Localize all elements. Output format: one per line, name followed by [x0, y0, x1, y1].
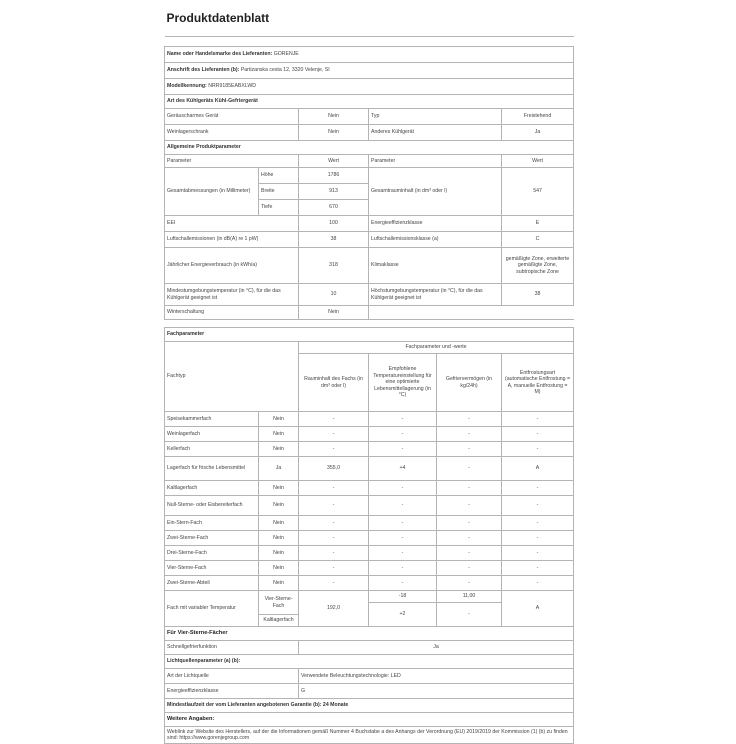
compartment-freeze: - — [437, 457, 502, 481]
compartment-name: Speisekammerfach — [165, 412, 259, 427]
volume-col-header: Rauminhalt des Fachs (in dm³ oder l) — [299, 354, 369, 412]
compartment-temp: - — [369, 412, 437, 427]
climate-class-label: Klimaklasse — [369, 248, 502, 284]
variable-sub1-label: Vier-Sterne-Fach — [259, 591, 299, 615]
total-volume-label: Gesamtrauminhalt (in dm³ oder l) — [369, 168, 502, 216]
compartment-row — [165, 516, 574, 531]
compartment-present: Nein — [259, 546, 299, 561]
compartment-row — [165, 546, 574, 561]
compartment-name: Null-Sterne- oder Eisbereiterfach — [165, 496, 259, 516]
variable-defrost: A — [502, 591, 574, 627]
compartment-volume: 355,0 — [299, 457, 369, 481]
supplier-address-row — [165, 63, 574, 79]
light-heading: Lichtquellenparameter (a) (b): — [165, 655, 574, 669]
compartment-temp: - — [369, 496, 437, 516]
annual-energy-value: 318 — [299, 248, 369, 284]
depth-value: 670 — [299, 200, 369, 216]
compartment-volume: - — [299, 561, 369, 576]
compartment-name: Kaltlagerfach — [165, 481, 259, 496]
compartment-temp: - — [369, 561, 437, 576]
eei-value: 100 — [299, 216, 369, 232]
noise-class-value: C — [502, 232, 574, 248]
compartment-temp: - — [369, 576, 437, 591]
compartment-defrost: - — [502, 442, 574, 457]
compartment-row — [165, 457, 574, 481]
variable-freeze1: 11,00 — [437, 591, 502, 603]
compartment-defrost: - — [502, 561, 574, 576]
total-volume-value: 547 — [502, 168, 574, 216]
winter-setting-value: Nein — [299, 306, 369, 320]
compartment-volume: - — [299, 531, 369, 546]
annual-energy-label: Jährlicher Energieverbrauch (in kWh/a) — [165, 248, 299, 284]
compartment-present: Nein — [259, 561, 299, 576]
compartment-volume: - — [299, 427, 369, 442]
compartment-row — [165, 531, 574, 546]
compartment-present: Nein — [259, 442, 299, 457]
compartment-freeze: - — [437, 561, 502, 576]
compartment-name: Weinlagerfach — [165, 427, 259, 442]
other-appliance-label: Anderes Kühlgerät — [369, 125, 502, 141]
light-class-label: Energieeffizienzklasse — [165, 684, 299, 699]
compartment-group-header: Fachparameter und -werte — [299, 342, 574, 354]
variable-volume: 192,0 — [299, 591, 369, 627]
compartment-row — [165, 496, 574, 516]
light-class-value: G — [299, 684, 574, 699]
compartment-volume: - — [299, 546, 369, 561]
compartment-present: Nein — [259, 516, 299, 531]
type-value: Freistehend — [502, 109, 574, 125]
further-info-text: Weblink zur Website des Herstellers, auf der die Informationen gemäß Nummer 4 Buchstabe a des Anhangs der Verordnung (EU) 2019/2019 der Kommission (1) (b) zu finden sind: https://www.gorenjegroup.com — [165, 727, 574, 744]
product-data-sheet — [164, 0, 573, 741]
compartment-temp: - — [369, 427, 437, 442]
compartment-volume: - — [299, 442, 369, 457]
compartment-name: Lagerfach für frische Lebensmittel — [165, 457, 259, 481]
compartment-volume: - — [299, 412, 369, 427]
compartment-present: Ja — [259, 457, 299, 481]
eei-label: EEI — [165, 216, 299, 232]
compartment-type-header: Fachtyp — [165, 342, 299, 412]
compartment-defrost: - — [502, 531, 574, 546]
param-header-left: Parameter — [165, 155, 299, 168]
param-header-right: Parameter — [369, 155, 502, 168]
compartment-row — [165, 576, 574, 591]
energy-class-value: E — [502, 216, 574, 232]
variable-freeze2: - — [437, 603, 502, 627]
further-info-heading: Weitere Angaben: — [165, 713, 574, 727]
compartment-name: Drei-Sterne-Fach — [165, 546, 259, 561]
compartment-defrost: - — [502, 496, 574, 516]
compartment-present: Nein — [259, 496, 299, 516]
dimensions-label: Gesamtabmessungen (in Millimeter) — [165, 168, 259, 216]
value-header-right: Wert — [502, 155, 574, 168]
wine-cabinet-label: Weinlagerschrank — [165, 125, 299, 141]
compartment-row — [165, 561, 574, 576]
width-value: 913 — [299, 184, 369, 200]
noise-emission-label: Luftschallemissionen (in dB(A) re 1 pW) — [165, 232, 299, 248]
compartment-defrost: - — [502, 412, 574, 427]
compartments-heading: Fachparameter — [165, 328, 574, 342]
compartment-freeze: - — [437, 516, 502, 531]
noise-class-label: Luftschallemissionsklasse (a) — [369, 232, 502, 248]
compartment-defrost: - — [502, 516, 574, 531]
light-type-label: Art der Lichtquelle — [165, 669, 299, 684]
quick-freeze-value: Ja — [299, 641, 574, 655]
compartment-row — [165, 442, 574, 457]
page-title: Produktdatenblatt — [165, 0, 574, 37]
compartment-temp: - — [369, 481, 437, 496]
quick-freeze-label: Schnellgefrierfunktion — [165, 641, 299, 655]
compartment-defrost: - — [502, 546, 574, 561]
variable-sub2-label: Kaltlagerfach — [259, 615, 299, 627]
compartment-row — [165, 427, 574, 442]
compartment-temp: - — [369, 442, 437, 457]
compartment-defrost: - — [502, 481, 574, 496]
height-value: 1786 — [299, 168, 369, 184]
type-label: Typ — [369, 109, 502, 125]
min-ambient-temp-label: Mindestumgebungstemperatur (in °C), für die das Kühlgerät geeignet ist — [165, 284, 299, 306]
compartment-name: Ein-Stern-Fach — [165, 516, 259, 531]
defrost-col-header: Entfrostungsart (automatische Entfrostung = A, manuelle Entfrostung = M) — [502, 354, 574, 412]
compartment-volume: - — [299, 576, 369, 591]
supplier-name-value: GORENJE — [273, 51, 299, 58]
compartment-defrost: - — [502, 576, 574, 591]
compartment-defrost: A — [502, 457, 574, 481]
compartment-temp: +4 — [369, 457, 437, 481]
compartment-freeze: - — [437, 546, 502, 561]
compartment-present: Nein — [259, 576, 299, 591]
compartment-freeze: - — [437, 481, 502, 496]
value-header-left: Wert — [299, 155, 369, 168]
freeze-col-header: Gefriervermögen (in kg/24h) — [437, 354, 502, 412]
compartment-present: Nein — [259, 412, 299, 427]
compartment-defrost: - — [502, 427, 574, 442]
compartment-freeze: - — [437, 427, 502, 442]
compartment-freeze: - — [437, 442, 502, 457]
compartment-volume: - — [299, 516, 369, 531]
low-noise-label: Geräuscharmes Gerät — [165, 109, 299, 125]
model-row — [165, 79, 574, 95]
four-star-heading: Für Vier-Sterne-Fächer — [165, 627, 574, 641]
compartment-present: Nein — [259, 427, 299, 442]
compartment-freeze: - — [437, 576, 502, 591]
supplier-address-label: Anschrift des Lieferanten (b): — [167, 67, 240, 74]
wine-cabinet-value: Nein — [299, 125, 369, 141]
supplier-address-value: Partizanska cesta 12, 3320 Velenje, SI — [240, 67, 330, 74]
compartment-row — [165, 412, 574, 427]
other-appliance-value: Ja — [502, 125, 574, 141]
model-value: NRR9185EABXLWD — [208, 83, 256, 90]
depth-label: Tiefe — [259, 200, 299, 216]
height-label: Höhe — [259, 168, 299, 184]
compartment-present: Nein — [259, 481, 299, 496]
compartment-freeze: - — [437, 531, 502, 546]
energy-class-label: Energieeffizienzklasse — [369, 216, 502, 232]
appliance-type-heading: Art des Kühlgeräts Kühl-Gefriergerät — [165, 95, 574, 109]
compartment-volume: - — [299, 481, 369, 496]
max-ambient-temp-value: 38 — [502, 284, 574, 306]
compartment-freeze: - — [437, 496, 502, 516]
temp-col-header: Empfohlene Temperatureinstellung für eine optimierte Lebensmittellagerung (in °C) — [369, 354, 437, 412]
supplier-name-row — [165, 47, 574, 63]
compartment-present: Nein — [259, 531, 299, 546]
compartment-name: Kellerfach — [165, 442, 259, 457]
data-sheet-table — [164, 0, 574, 744]
compartment-temp: - — [369, 546, 437, 561]
noise-emission-value: 38 — [299, 232, 369, 248]
compartment-name: Zwei-Sterne-Fach — [165, 531, 259, 546]
max-ambient-temp-label: Höchstumgebungstemperatur (in °C), für die das Kühlgerät geeignet ist — [369, 284, 502, 306]
compartment-row — [165, 481, 574, 496]
general-heading: Allgemeine Produktparameter — [165, 141, 574, 155]
climate-class-value: gemäßigte Zone, erweiterte gemäßigte Zone, subtropische Zone — [502, 248, 574, 284]
compartment-volume: - — [299, 496, 369, 516]
compartment-name: Zwei-Sterne-Abteil — [165, 576, 259, 591]
model-label: Modellkennung: — [167, 83, 207, 90]
winter-setting-label: Winterschaltung — [165, 306, 299, 320]
supplier-name-label: Name oder Handelsmarke des Lieferanten: — [167, 51, 273, 58]
variable-temp1: -18 — [369, 591, 437, 603]
warranty-row: Mindestlaufzeit der vom Lieferanten angebotenen Garantie (b): 24 Monate — [165, 699, 574, 713]
width-label: Breite — [259, 184, 299, 200]
compartment-name: Vier-Sterne-Fach — [165, 561, 259, 576]
compartment-temp: - — [369, 531, 437, 546]
compartment-freeze: - — [437, 412, 502, 427]
light-type-value: Verwendete Beleuchtungstechnologie: LED — [299, 669, 574, 684]
variable-compartment-label: Fach mit variabler Temperatur — [165, 591, 259, 627]
low-noise-value: Nein — [299, 109, 369, 125]
variable-temp2: +2 — [369, 603, 437, 627]
compartment-temp: - — [369, 516, 437, 531]
min-ambient-temp-value: 10 — [299, 284, 369, 306]
